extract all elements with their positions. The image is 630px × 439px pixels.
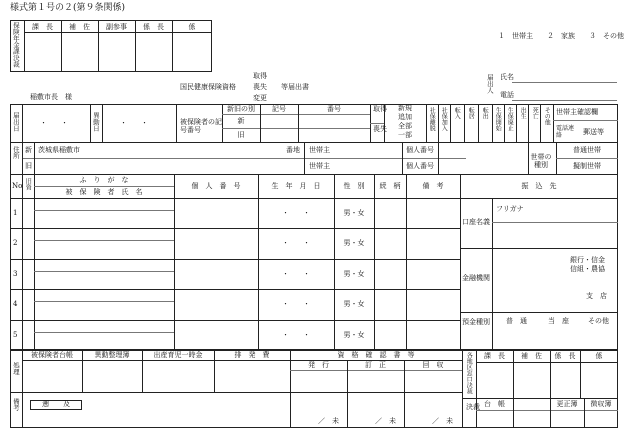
form-title: 様式第１号の２(第９条関係)	[10, 3, 126, 13]
approval-col-3: 副参事	[106, 23, 127, 31]
process-label: 処理	[11, 362, 20, 375]
acquire-label: 取得	[373, 105, 387, 113]
filer-phone-label: 電話	[500, 91, 514, 99]
addressee: 稲敷市長 様	[30, 93, 72, 101]
bank-types: 銀行・信金 信組・農協	[570, 256, 605, 273]
retroactive-label: 遡 及	[42, 400, 70, 408]
row-sex: 男・女	[343, 270, 365, 278]
row-number: 1	[13, 209, 18, 217]
change-date-value: ・ ・	[120, 119, 148, 127]
ward-col-3: 係 長	[554, 352, 576, 360]
header-chosen: 旧資	[24, 178, 32, 190]
row-dob: ・ ・	[282, 239, 310, 247]
filed-date-label: 届出日	[11, 112, 20, 132]
filer-name-label: 氏名	[500, 73, 514, 81]
reason-other: その他	[543, 107, 551, 125]
row-dob: ・ ・	[282, 209, 310, 217]
row-sex: 男・女	[343, 239, 365, 247]
decision-label: 決裁	[466, 403, 480, 411]
address-banchi: 番地	[286, 146, 300, 154]
row-number: 2	[13, 239, 18, 247]
address-new-label: 新	[25, 146, 32, 154]
process-col-3: 出産育児一時金	[153, 351, 203, 359]
reason-seiho-haishi: 生保廃止	[506, 107, 514, 131]
cert-correct-count: ／ 未	[375, 417, 396, 425]
notice-suffix: 等届出書	[281, 83, 309, 91]
furigana-label: フリガナ	[496, 205, 524, 213]
approval-stamp-title: 保険年金課決裁	[11, 22, 20, 68]
indiv-label-old: 個人番号	[406, 162, 434, 170]
cert-collect: 回 収	[422, 361, 444, 369]
header-furigana: ふ り が な	[79, 176, 129, 184]
reason-tenshutsu: 転出	[481, 107, 489, 119]
household-type-label: 世帯の種別	[530, 153, 552, 170]
reason-death: 死亡	[531, 107, 539, 119]
approval-col-5: 係	[188, 23, 196, 31]
institution-label: 金融機関	[462, 274, 490, 282]
deposit-current: 当 座	[548, 317, 569, 325]
head-label-new: 世帯主	[309, 146, 330, 154]
row-number: 5	[13, 331, 18, 339]
col-number: 番号	[327, 105, 341, 113]
acq-reason-add: 追加	[398, 113, 412, 121]
cert-issue: 発 行	[308, 361, 329, 369]
reason-shaho-ridatsu: 社保離脱	[428, 107, 436, 131]
reason-birth: 出生	[519, 107, 527, 119]
indiv-label-new: 個人番号	[406, 146, 434, 154]
acq-reason-part: 一部	[398, 131, 412, 139]
branch-label: 支 店	[586, 292, 607, 300]
row-number: 4	[13, 300, 18, 308]
cert-correct: 訂 正	[365, 361, 386, 369]
ward-label: 各地区窓口決裁	[465, 352, 473, 394]
header-indiv: 個 人 番 号	[191, 182, 241, 190]
header-no: No	[12, 182, 23, 190]
row-dob: ・ ・	[282, 331, 310, 339]
address-city: 茨城県稲敷市	[38, 146, 80, 154]
row-sex: 男・女	[343, 300, 365, 308]
filed-date-value: ・ ・	[40, 119, 68, 127]
notice-option-loss: 喪失	[253, 83, 267, 91]
acq-reason-new: 新規	[398, 104, 412, 112]
head-label-old: 世帯主	[309, 162, 330, 170]
header-transfer: 振 込 先	[521, 182, 557, 190]
process-col-4: 排 発 費	[234, 351, 270, 359]
row-sex: 男・女	[343, 209, 365, 217]
header-dob: 生 年 月 日	[271, 182, 321, 190]
remarks-label: 備考	[11, 398, 20, 411]
reason-tennyu: 転入	[453, 107, 461, 119]
address-label: 住所	[11, 146, 20, 159]
phone-contact: 電話連絡	[556, 125, 575, 139]
approval-col-4: 係 長	[143, 23, 164, 31]
col-new-old: 新旧の別	[227, 105, 255, 113]
relation-legend: １ 世帯主 ２ 家族 ３ その他	[498, 32, 624, 40]
mailing: 郵送等	[583, 128, 604, 136]
header-name: 被 保 険 者 氏 名	[65, 188, 143, 196]
head-approval: 世帯主確認欄	[556, 108, 598, 116]
filer-label: 届出人	[485, 74, 494, 94]
header-sex: 性 別	[343, 182, 365, 190]
header-relation: 続 柄	[379, 182, 401, 190]
deposit-type-label: 預金種別	[462, 318, 490, 326]
loss-label: 喪失	[373, 125, 387, 133]
cert-title: 資 格 確 認 書 等	[337, 351, 415, 359]
reason-tenkyo: 転居	[467, 107, 475, 119]
ledger-1: 台 帳	[484, 400, 505, 408]
approval-col-2: 補 佐	[69, 23, 90, 31]
process-col-1: 被保険者台帳	[31, 351, 73, 359]
row-sex: 男・女	[343, 331, 365, 339]
process-col-2: 異動整理簿	[94, 351, 130, 359]
approval-col-1: 課 長	[32, 23, 53, 31]
deposit-other: その他	[588, 317, 609, 325]
deposit-normal: 普 通	[506, 317, 527, 325]
notice-option-change: 変更	[253, 94, 267, 102]
reason-seiho-kaishi: 生保開始	[494, 107, 502, 131]
ledger-3: 徴収簿	[590, 400, 612, 408]
ward-col-4: 係	[595, 352, 603, 360]
notice-title: 国民健康保険資格	[180, 83, 236, 91]
row-dob: ・ ・	[282, 270, 310, 278]
address-old-label: 旧	[25, 162, 32, 170]
account-holder-label: 口座名義	[462, 218, 490, 226]
new-label: 新	[237, 117, 245, 125]
old-label: 旧	[237, 131, 245, 139]
ward-col-1: 課 長	[484, 352, 505, 360]
ward-col-2: 補 佐	[521, 352, 542, 360]
header-remarks: 備 考	[422, 182, 444, 190]
insured-number-label: 被保険者の記号番号	[180, 118, 222, 135]
col-symbol: 記号	[272, 105, 286, 113]
row-number: 3	[13, 270, 18, 278]
cert-issue-count: ／ 未	[318, 417, 339, 425]
ledger-2: 更正簿	[556, 400, 578, 408]
row-dob: ・ ・	[282, 300, 310, 308]
household-normal: 普通世帯	[573, 146, 601, 154]
cert-collect-count: ／ 未	[432, 417, 453, 425]
reason-shaho-kanyu: 社保加入	[440, 107, 448, 131]
household-fictitious: 擬制世帯	[573, 162, 601, 170]
change-date-label: 異動日	[91, 112, 100, 132]
notice-option-acquire: 取得	[253, 72, 267, 80]
acq-reason-all: 全部	[398, 122, 412, 130]
